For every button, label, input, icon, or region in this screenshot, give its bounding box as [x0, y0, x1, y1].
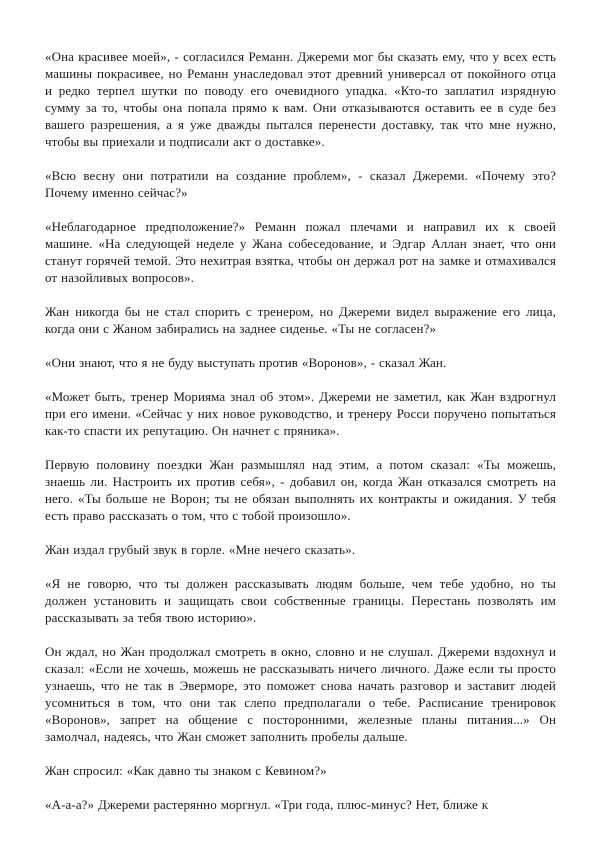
paragraph: Жан издал грубый звук в горле. «Мне нечего сказать».: [45, 542, 356, 557]
paragraph: Первую половину поездки Жан размышлял над этим, а потом сказал: «Ты можешь, знаешь ли. Настроить их против себя», - добавил он, когда Жан отказался смотреть на него. «Ты больше не Ворон; ты не обязан выполнять их контракты и ожидания. У тебя есть право рассказать о том, что с тобой произошло».: [45, 457, 556, 523]
paragraph: «Неблагодарное предположение?» Реманн пожал плечами и направил их к своей машине. «На следующей неделе у Жана собеседование, и Эдгар Аллан знает, что они станут горячей темой. Это нехитрая взятка, чтобы он держал рот на замке и отмахивался от назойливых вопросов».: [45, 219, 556, 285]
text-column: [45, 48, 556, 813]
paragraph: Он ждал, но Жан продолжал смотреть в окно, словно и не слушал. Джереми вздохнул и сказал: «Если не хочешь, можешь не рассказывать ничего личного. Даже если ты просто узнаешь, что не так в Эверморе, это поможет снова начать разговор и заставит людей усомниться в том, что они так слепо предполагали о тебе. Расписание тренировок «Воронов», запрет на общение с посторонними, железные планы питания...» Он замолчал, надеясь, что Жан сможет заполнить пробелы дальше.: [45, 644, 556, 744]
paragraph: Жан никогда бы не стал спорить с тренером, но Джереми видел выражение его лица, когда они с Жаном забирались на заднее сиденье. «Ты не согласен?»: [45, 304, 556, 336]
paragraph: «Всю весну они потратили на создание проблем», - сказал Джереми. «Почему это? Почему именно сейчас?»: [45, 168, 556, 200]
paragraph: «Она красивее моей», - согласился Реманн. Джереми мог бы сказать ему, что у всех есть машины покрасивее, но Реманн унаследовал этот древний универсал от покойного отца и редко терпел шутки по поводу его очевидного упадка. «Кто-то заплатил изрядную сумму за то, чтобы она попала прямо к вам. Они отказываются оставить ее в суде без вашего разрешения, а я уже дважды пытался перенести доставку, так что мне нужно, чтобы вы приехали и подписали акт о доставке».: [45, 49, 556, 149]
paragraph: «Они знают, что я не буду выступать против «Воронов», - сказал Жан.: [45, 355, 447, 370]
paragraph: «Я не говорю, что ты должен рассказывать людям больше, чем тебе удобно, но ты должен установить и защищать свои собственные границы. Перестань позволять им рассказывать за тебя твою историю».: [45, 576, 556, 625]
paragraph: Жан спросил: «Как давно ты знаком с Кевином?»: [45, 763, 327, 778]
paragraph: «А-а-а?» Джереми растерянно моргнул. «Три года, плюс-минус? Нет, ближе к: [45, 797, 489, 812]
paragraph: «Может быть, тренер Морияма знал об этом». Джереми не заметил, как Жан вздрогнул при его имени. «Сейчас у них новое руководство, и тренеру Росси поручено попытаться как-то спасти их репутацию. Он начнет с пряника».: [45, 389, 556, 438]
